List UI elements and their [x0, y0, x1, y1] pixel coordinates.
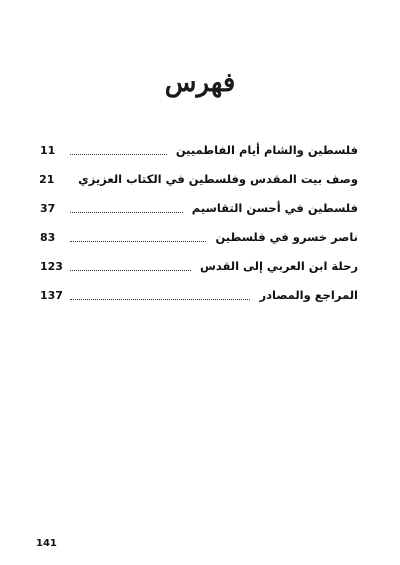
dot-leader [70, 241, 206, 242]
toc-entry-title: المراجع والمصادر [259, 288, 358, 302]
toc-entry-page: 137 [40, 288, 63, 302]
page-number: 141 [36, 538, 57, 549]
page-title: فهرس [164, 68, 236, 98]
toc-entry-title: فلسطين في أحسن التقاسيم [191, 201, 358, 215]
dot-leader [70, 212, 183, 213]
toc-entry[interactable] [40, 169, 358, 189]
toc-entry-page: 37 [40, 201, 56, 215]
toc-entry-title: ناصر خسرو في فلسطين [215, 230, 358, 244]
dot-leader [70, 299, 250, 300]
dot-leader [70, 270, 191, 271]
toc-entry-title: وصف بيت المقدس وفلسطين في الكتاب العزيزي [78, 172, 358, 186]
toc-entry[interactable] [40, 198, 358, 218]
toc-entry-page: 123 [40, 259, 63, 273]
toc-entry[interactable] [40, 140, 358, 160]
table-of-contents [40, 140, 358, 314]
toc-entry-title: رحلة ابن العربي إلى القدس [199, 259, 358, 273]
toc-entry-title: فلسطين والشام أيام الفاطميين [175, 143, 358, 157]
dot-leader [70, 154, 167, 155]
toc-entry-page: 83 [40, 230, 56, 244]
toc-entry[interactable] [40, 285, 358, 305]
toc-entry-page: 21 [39, 172, 55, 186]
toc-entry-page: 11 [40, 143, 56, 157]
toc-entry[interactable] [40, 227, 358, 247]
toc-entry[interactable] [40, 256, 358, 276]
